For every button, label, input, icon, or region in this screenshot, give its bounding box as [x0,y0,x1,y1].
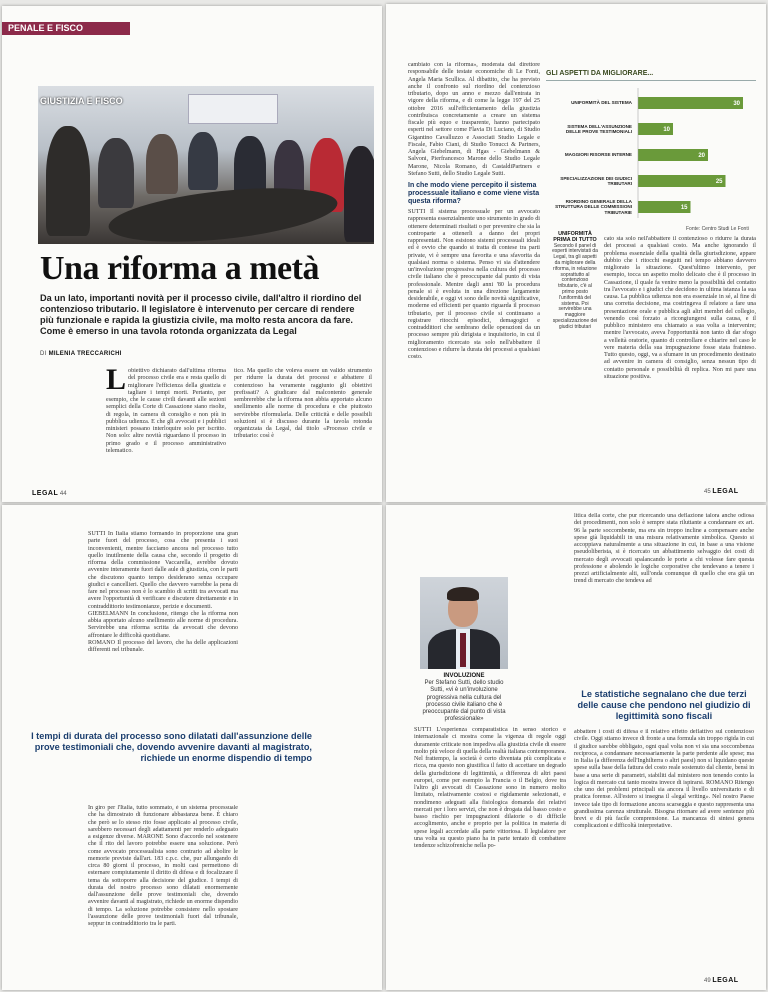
article-column [414,727,566,979]
bar-value-label: 15 [680,205,688,211]
sidebox [552,232,598,432]
sidebox-title: UNIFORMITÀ PRIMA DI TUTTO [553,231,597,243]
folio [32,490,67,497]
interview-question: In che modo viene percepito il sistema processuale italiano e come viene vista questa riforma? [408,182,540,205]
column-text: litica della corte, che pur ricercando una deflazione talora anche odiosa dei procedimenti, non solo è sempre stata riluttante a condannare ex art. 96 la parte soccombente, ma era sin troppo incline a compensare anche spese già liquidabili in una misura relativamente simbolica. Questo si accoppiava naturalmente a una situazione in cui, in base a una visione pseudoliberista, si è ricercato un abbattimento selvaggio dei costi di mercato degli avvocati spalancando le porte a chi volesse fare questa professione e abolendo le logiche corporative che tendevano a tenere i prezzi artificialmente alti, sull'onda comunque di quello che era già un trend di mercato che tendeva ad [574,513,754,585]
bar [638,175,726,187]
photo-person [98,138,134,208]
page-49 [386,505,766,990]
roundtable-photo [38,86,374,244]
headline: Una riforma a metà [40,250,319,287]
byline-author: MILENIA TRECCARICHI [48,351,122,357]
byline-prefix: DI [40,351,47,357]
column-text: GIEBELMANN In conclusione, ritengo che la riforma non abbia apportato alcuno snellimento alle norme di procedura. Servirebbe una riforma scritta da avvocati che devono affrontare le difficoltà quotidiane. [88,610,238,639]
folio-brand: LEGAL [712,488,739,495]
folio-page: 49 [704,978,711,984]
article-column [408,62,540,486]
chart-rule [546,80,756,81]
column-text: In giro per l'Italia, tutto sommato, è un sistema processuale che ha dimostrato di funzionare abbastanza bene. È chiaro che però se lo stesso rito fosse applicato al processo civile, sarebbero necessari degli adattamenti per renderlo adeguato a esigenze diverse. MARONE Sono d'accordo nel sostenere che il rito del lavoro potrebbe essere una soluzione. Però come avvocato processualista sono contrario ad abolire le memorie previste dall'art. 183 c.p.c. che, pur allungando di circa 80 giorni il processo, in molti casi permettono di esternare compiutamente il diritto di difesa e di focalizzare il tema da sottoporre alla decisione del giudice. I tempi di durata del nostro processo sono dilatati enormemente dall'assunzione delle prove testimoniali che, dovendo avvenire davanti al magistrato, richiede un enorme dispendio di tempo. La soluzione potrebbe consistere nello spostare l'assunzione delle prove testimoniali fuori dal tribunale, seppur in contraddittorio tra le parti. [88,805,238,927]
column-text: ROMANO Il processo del lavoro, che ha delle applicazioni differenti nel tribunale. [88,639,238,653]
folio [704,488,739,495]
portrait-photo [420,577,508,669]
standfirst: Da un lato, importanti novità per il processo civile, dall'altro il riordino del contenzioso tributario. Il legislatore è intervenuto per cercare di rendere più funzionale e rapida la giustizia civile, ma molto resta ancora da fare. Come è emerso in una tavola rotonda organizzata da Legal [40,293,362,336]
portrait-tie [460,633,466,667]
photo-caption [420,673,508,723]
article-column [88,805,238,979]
photo-person [188,132,218,190]
photo-tag: GIUSTIZIA E FISCO [40,96,123,106]
bar [638,97,743,109]
column-text: SUTTI Il sistema processuale per un avvocato rappresenta essenzialmente uno strumento in grado di ottenere determinati risultati o per prevenire che sia la controparte a ottenerli a danno dei propri rappresentati. Non esistono sistemi processuali ideali ed è ovvio che quando si tratta di contese tra parti private, vi è sempre una favorita e una sfavorita da qualsiasi norma o sistema. Penso vi sia d'attendere un'involuzione progressiva nella cultura del processo civile italiano che è preoccupante dal punto di vista professionale. Mentre dagli anni '80 la procedura penale si è evoluta in una direzione largamente desiderabile, e oggi vi sono delle novità significative, moderne ed efficienti per quanto riguarda il processo tributario, per il processo civile si continuano a registrare ritocchi episodici, demagogici e contraddittori che sembrano delle operazioni da un processo sempre più dirigista e inquisitorio, in cui il miglioramento ricercato sta solo nell'abbattere il contenzioso e ridurre la durata dei processi a qualsiasi costo. [408,209,540,360]
bar-value-label: 10 [663,127,670,133]
caption-title: INVOLUZIONE [443,673,485,679]
bar-chart [552,88,756,218]
folio [704,977,739,984]
folio-brand: LEGAL [712,977,739,984]
chart-title: GLI ASPETTI DA MIGLIORARE... [546,70,654,77]
column-text: SUTTI L'esperienza comparatistica in senso storico e internazionale ci mostra come la vigenza di regole oggi duramente criticate non impediva alla giustizia civile di essere molto più veloce di quella della realtà italiana contemporanea. Nel frattempo, la società è certo diventata più complicata e ricca, ma questo non giustifica il fatto di accettare un degrado della giurisdizione di legittimità, a differenza di altri paesi europei, come per esempio la Francia o il Belgio, dove tra l'altro gli avvocati di Cassazione sono in numero molto limitato, relativamente costosi e rigidamente selezionati, e nondimeno adeguati alla fisiologica domanda dei relativi mercati per i loro servizi, che non è drogata dal basso costo e basso rischio per impugnazioni dilatorie o di difficile accoglimento, anche e proprio per la politica in materia di spese legali accordate alla parte vittoriosa. Il legislatore per una volta su questo piano ha in parte tentato di combattere tendenze schizofreniche nella po- [414,727,566,849]
pull-quote: Le statistiche segnalano che due terzi delle cause che pendono nel giudizio di legittimità sono fiscali [577,689,751,721]
column-text: cambiato con la riforma», moderata dal direttore responsabile delle testate economiche di Le Fonti, Angela Maria Scullica. Al dibattito, che ha previsto anche il confronto sul riordino del contenzioso tributario, dopo un anno e mezzo dall'entrata in vigore della riforma, e di come la legge 197 del 25 ottobre 2016 sull'efficientamento della giustizia contribuisca concretamente a creare un sistema fiscale più equo e trasparente, hanno partecipato esperti nel settore come Flavia Di Luciano, di Studio Gigantino Cavalluzzo e Associati Studio Legale e Fiscale, Fabio Ciani, di Studio Tonucci & Partners, Angela Giebelmann, di Hgas - Giebelmann & Salvoni, Pierfrancesco Marone dello Studio Legale Marone, Nicola Romano, di CastaldiPartners e Stefano Sutti, dello Studio Legale Sutti. [408,62,540,177]
column-text: SUTTI In Italia stiamo formando in proporzione una gran parte fuori del processo, cosa che presenta i suoi inconvenienti, mentre facciamo ancora nel processo tutto quello inutilmente della causa che, secondo il progetto di riforma della commissione Vaccarella, avrebbe dovuto avvenire interamente fuori dalle aule di giustizia, con le parti che discutono quanto tempo desiderano senza occupare giudici e cancellieri. Quello che davvero varrebbe la pena di fare nel processo non è lo scambio di scritti tra avvocati ma avere l'opportunità di verificare e discutere direttamente e in contraddittorio testimonianze, perizie e documenti. [88,531,238,610]
bar-value-label: 20 [698,153,705,159]
section-tab: PENALE E FISCO [2,22,130,35]
bar-label: MAGGIORI RISORSE INTERNE [564,152,632,158]
column-text: obiettivo dichiarato dall'ultima riforma del processo civile era e resta quello di migliorare l'efficienza della giustizia e tagliare i tempi morti. Pertanto, per esempio, che le cause civili davanti alle sezioni semplici della Corte di Cassazione siano risolte, di regola, in camera di consiglio e non più in pubblica udienza. E che gli avvocati e i pubblici ministeri possano interloquire solo per iscritto. Non solo: altre novità riguardano il processo in primo grado e il processo amministrativo telematico. [106,368,226,454]
photo-person [46,126,90,236]
page-48 [2,505,382,990]
chart-source: Fonte: Centro Studi Le Fonti [686,226,749,232]
photo-table [106,179,340,244]
photo-screen [188,94,278,124]
folio-page: 45 [704,489,711,495]
folio-page: 44 [59,491,67,497]
page-45 [386,4,766,502]
column-text: abbattere i costi di difesa e il relativo effetto deflattivo sul contenzioso civile. Oggi stiamo invece di fronte a una formula sin troppo rigida in cui il giudice sarebbe obbligato, ogni qual volta non vi sia una soccombenza reciproca, a condannare necessariamente la parte perdente alle spese; ma in Italia (a differenza dell'Inghilterra o altri paesi) non si liquidano queste spese sulla base della fattura del costo reale sostenuto dal cliente, bensì in base a una serie di parametri, stabiliti dal ministero non tenendo conto la logica di mercato cui tanto mostra invece di ispirarsi. ROMANO Ritengo che uno dei problemi principali sia ancora il livello universitario e di pratica forense. All'estero si insegna il «legal writing». Nel nostro Paese invece tale tipo di formazione ancora scarseggia e questo rappresenta una grandissima carenza strutturale. Bisogna ritornare ad avere sentenze più brevi e di più facile comprensione. La mancanza di sintesi genera complicazioni e difficoltà interpretative. [574,729,754,830]
caption-text: Per Stefano Sutti, dello studio Sutti, «vi è un'involuzione progressiva nella cultura del processo civile italiano che è preoccupante dal punto di vista professionale» [422,680,506,723]
portrait-hair [447,587,479,601]
photo-person [146,134,178,194]
article-column [234,368,372,488]
pull-quote: I tempi di durata del processo sono dilatati dall'assunzione delle prove testimoniali che, dovendo avvenire davanti al magistrato, richiede un enorme dispendio di tempo [31,731,312,763]
bar-label: UNIFORMITÀ DEL SISTEMA [571,100,632,106]
article-column [604,236,756,488]
photo-person [344,146,374,242]
page-44 [2,6,382,502]
column-text: tico. Ma quello che voleva essere un valido strumento per ridurre la durata dei processi e abbattere il contenzioso ha veramente raggiunto gli obiettivi prefissati? A giudicare dal malcontento generale sembrerebbe che la riforma non abbia apportato alcuno snellimento alle norme di procedura e che piuttosto servirebbe riformularla. Delle criticità e delle possibili soluzioni si è discusso durante la tavola rotonda organizzata da Legal, dal titolo «Processo civile e tributario: così è [234,368,372,440]
column-text: cato sta solo nell'abbattere il contenzioso o ridurre la durata dei processi a qualsiasi costo. Ma anche ignorando il problema essenziale della qualità della giurisdizione, appare dubbio che i ritocchi eseguiti nel tempo abbiano davvero migliorato la situazione. Quest'ultimo intervento, per esempio, tocca un aspetto molto delicato che è il processo in Cassazione, il quale fa venire meno la possibilità del contatto tra l'avvocato e i giudici che decidono in ultima istanza la sua causa. La pubblica udienza non era essenziale in sé, al fine di una corretta decisione, ma costringeva il relatore a fare una presentazione orale e pubblica agli altri membri del collegio, venendo così forzato a ricongiungersi sulla causa, e il pubblico ministero era chiamato a sua volta a intervenire; mentre l'avvocato, aveva l'opportunità non tanto di dar sfogo a velleità oratorie, quanto di controllare e chiarire nel caso le vere materia della sua impugnazione fosse stata frainteso. Tutto questo, oggi, va a sfumare in un procedimento destinato ad avvenire in camera di consiglio, senza nessun tipo di contatto personale e possibilità di replica. Non mi pare una situazione positiva. [604,236,756,380]
article-column [574,729,754,973]
bar-label: SPECIALIZZAZIONE DEI GIUDICI TRIBUTARI [560,175,632,186]
bar-value-label: 25 [715,179,723,185]
bar-label: RIORDINO GENERALE DELLA STRUTTURA DELLE COMMISSIONI TRIBUTARIE [555,198,632,215]
article-column [106,368,226,488]
bar-label: SISTEMA DELL'ASSUNZIONE DELLE PROVE TESTIMONIALI [565,123,632,134]
dropcap: L [106,368,127,396]
bar-value-label: 30 [733,101,740,107]
byline [40,351,122,357]
folio-brand: LEGAL [32,490,59,497]
sidebox-text: Secondo il panel di esperti intervistati da Legal, tra gli aspetti da migliorare della riforma, in relazione soprattutto al contenzioso tributario, c'è al primo posto l'uniformità del sistema. Poi servirebbe una maggiore specializzazione dei giudici tributari [552,242,598,330]
article-column [88,531,238,727]
article-column [574,513,754,683]
